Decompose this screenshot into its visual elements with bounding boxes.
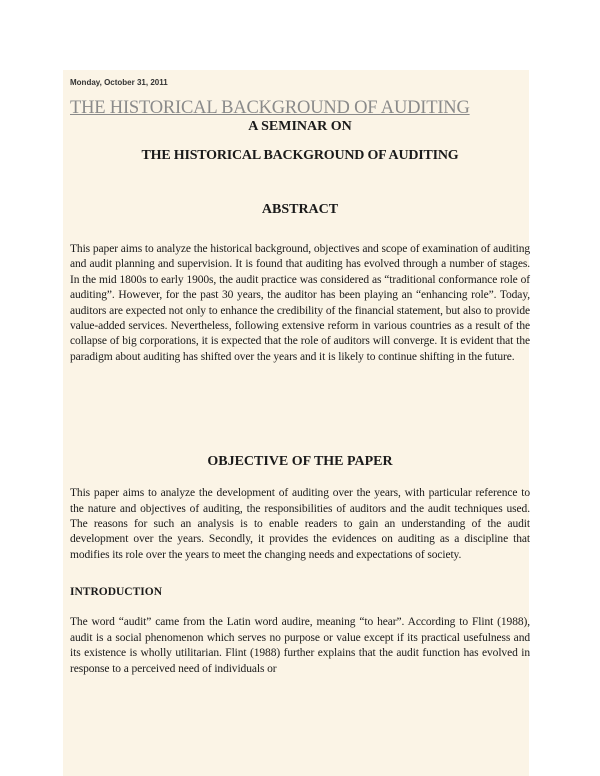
post-date: Monday, October 31, 2011 [70,78,168,87]
abstract-paragraph: This paper aims to analyze the historical background, objectives and scope of examination of auditing and audit planning and supervision. It is found that auditing has evolved through a number of stages. In the mid 1800s to early 1900s, the audit practice was considered as “traditional conformance role of auditing”. However, for the past 30 years, the auditor has been playing an “enhancing role”. Today, auditors are expected not only to enhance the credibility of the financial statement, but also to provide value-added services. Nevertheless, following extensive reform in various countries as a result of the collapse of big corporations, it is expected that the role of auditors will converge. It is evident that the paradigm about auditing has shifted over the years and it is likely to continue shifting in the future. [70,243,530,363]
objective-paragraph: This paper aims to analyze the development of auditing over the years, with particular reference to the nature and objectives of auditing, the responsibilities of auditors and the audit techniques used. The reasons for such an analysis is to enable readers to gain an understanding of the audit development over the years. Secondly, it provides the evidences on auditing as a discipline that modifies its role over the years to meet the changing needs and expectations of society. [70,487,530,561]
introduction-paragraph: The word “audit” came from the Latin word audire, meaning “to hear”. According to Flint (1988), audit is a social phenomenon which serves no purpose or value except if its practical usefulness and its existence is wholly utilitarian. Flint (1988) further explains that the audit function has evolved in response to a perceived need of individuals or [70,616,530,675]
post-title-link[interactable]: THE HISTORICAL BACKGROUND OF AUDITING [70,98,470,118]
seminar-title: THE HISTORICAL BACKGROUND OF AUDITING [141,148,459,163]
blog-post [70,78,530,677]
objective-heading: OBJECTIVE OF THE PAPER [207,454,393,470]
abstract-heading: ABSTRACT [261,202,339,217]
introduction-heading: INTRODUCTION [70,586,163,599]
seminar-line: A SEMINAR ON [248,119,352,134]
